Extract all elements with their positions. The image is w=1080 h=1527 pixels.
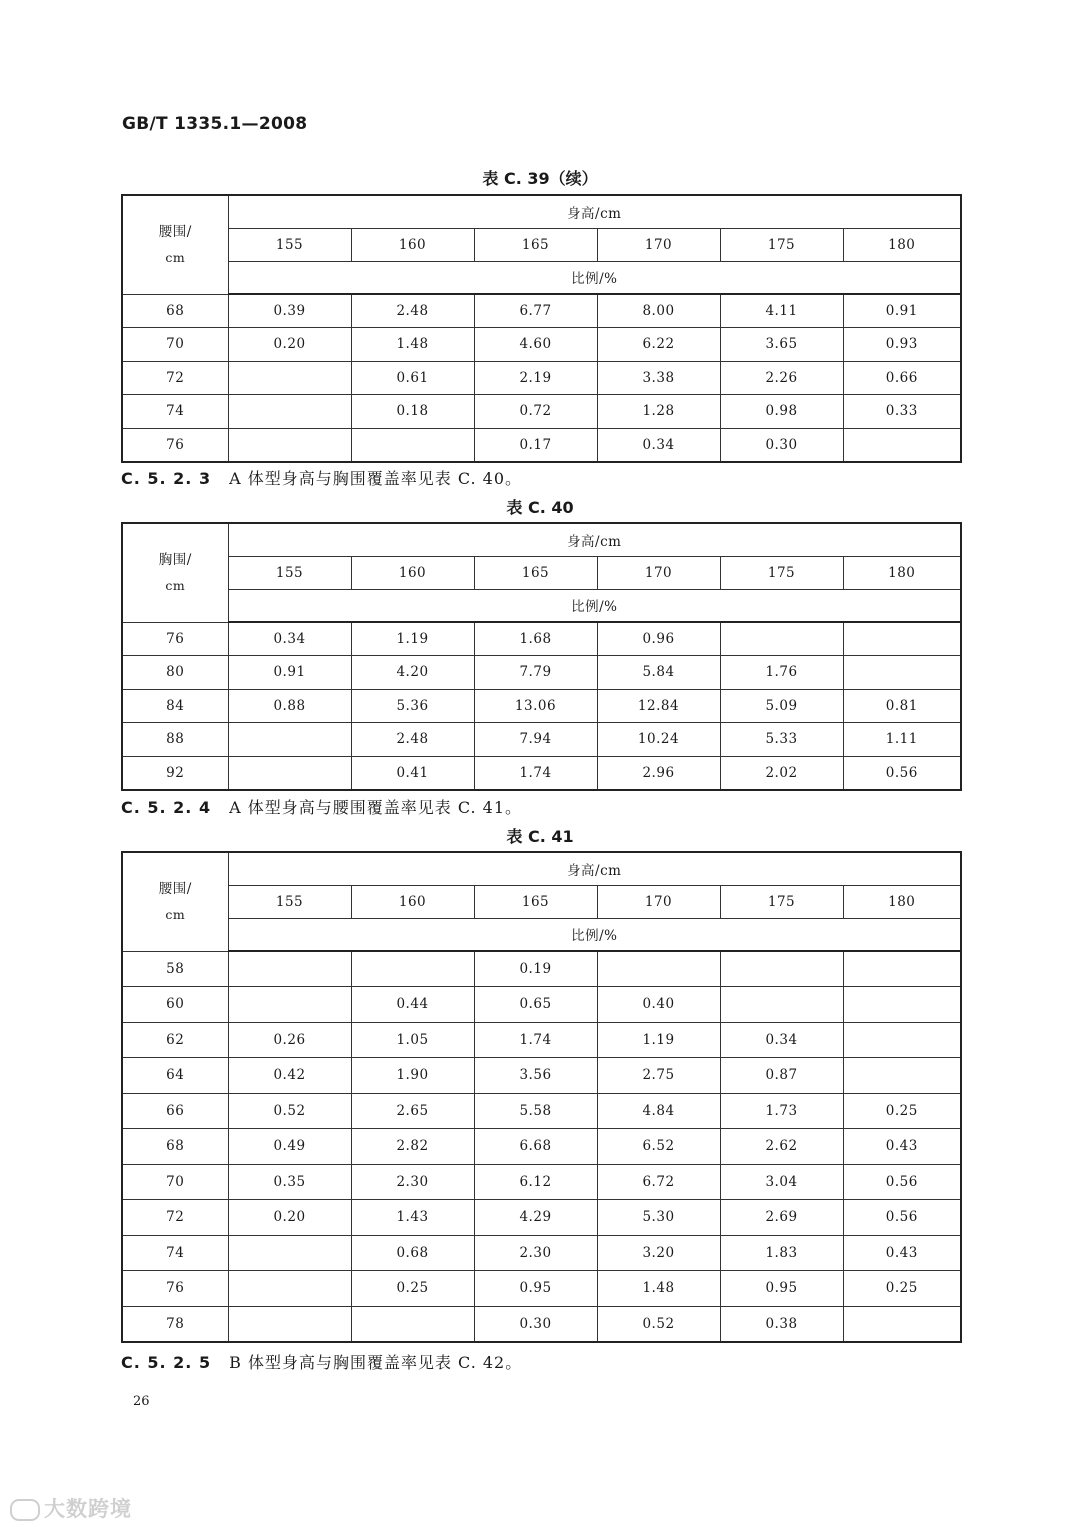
value-cell: 0.43 [843,1235,961,1271]
value-cell: 2.69 [720,1200,843,1236]
value-cell: 10.24 [597,723,720,757]
value-cell: 2.48 [351,723,474,757]
height-column-header: 175 [720,228,843,261]
value-cell [843,656,961,690]
value-cell: 3.20 [597,1235,720,1271]
value-cell: 0.43 [843,1129,961,1165]
row-label-cell: 88 [122,723,228,757]
value-cell [843,428,961,462]
value-cell: 0.25 [843,1271,961,1307]
height-column-header: 155 [228,228,351,261]
value-cell: 0.93 [843,328,961,362]
row-label-cell: 92 [122,756,228,790]
value-cell: 1.74 [474,1022,597,1058]
table-row [122,1164,961,1200]
value-cell: 0.17 [474,428,597,462]
table-row [122,1093,961,1129]
value-cell: 0.68 [351,1235,474,1271]
value-cell: 8.00 [597,294,720,328]
value-cell: 1.76 [720,656,843,690]
table-c39-caption: 表 C. 39（续） [482,169,598,188]
value-cell: 1.48 [351,328,474,362]
paragraph-c5-2-3 [121,466,522,489]
value-cell [720,951,843,987]
table-row [122,1129,961,1165]
paragraph-c5-2-5 [121,1350,522,1373]
row-label-cell: 72 [122,361,228,395]
value-cell: 2.75 [597,1058,720,1094]
value-cell: 5.58 [474,1093,597,1129]
clause-number: C. 5. 2. 5 [121,1353,212,1372]
value-cell [597,951,720,987]
standard-code: GB/T 1335.1—2008 [122,114,308,134]
value-cell: 6.52 [597,1129,720,1165]
table-row [122,328,961,362]
value-cell: 4.20 [351,656,474,690]
value-cell: 0.88 [228,689,351,723]
height-column-header: 175 [720,556,843,589]
ratio-header: 比例/% [228,918,961,951]
value-cell: 0.25 [351,1271,474,1307]
ratio-header: 比例/% [228,589,961,622]
value-cell [351,428,474,462]
value-cell: 0.34 [597,428,720,462]
value-cell: 2.62 [720,1129,843,1165]
height-header: 身高/cm [228,195,961,228]
ratio-header: 比例/% [228,261,961,294]
value-cell: 0.56 [843,756,961,790]
row-label-cell: 78 [122,1306,228,1342]
row-axis-unit: cm [165,577,186,593]
row-label-cell: 62 [122,1022,228,1058]
value-cell: 0.19 [474,951,597,987]
table-row [122,294,961,328]
table-row [122,361,961,395]
value-cell: 2.48 [351,294,474,328]
value-cell: 6.22 [597,328,720,362]
height-column-header: 165 [474,556,597,589]
value-cell: 12.84 [597,689,720,723]
value-cell: 4.11 [720,294,843,328]
row-axis-unit: cm [165,906,186,922]
value-cell: 2.02 [720,756,843,790]
table-row [122,1058,961,1094]
value-cell: 2.82 [351,1129,474,1165]
watermark-logo-icon [10,1499,40,1521]
row-label-cell: 70 [122,328,228,362]
value-cell: 0.52 [597,1306,720,1342]
table-row [122,951,961,987]
row-axis-label [122,852,228,951]
value-cell [843,951,961,987]
value-cell: 3.38 [597,361,720,395]
value-cell: 0.61 [351,361,474,395]
value-cell: 0.91 [228,656,351,690]
value-cell: 1.74 [474,756,597,790]
height-column-header: 155 [228,556,351,589]
value-cell: 0.20 [228,328,351,362]
height-column-header: 155 [228,885,351,918]
value-cell [228,428,351,462]
value-cell: 0.34 [228,622,351,656]
value-cell: 0.91 [843,294,961,328]
value-cell [720,622,843,656]
height-column-header: 175 [720,885,843,918]
clause-number: C. 5. 2. 3 [121,469,212,488]
row-axis-name: 腰围/ [158,880,192,897]
row-label-cell: 74 [122,395,228,429]
table-row [122,1306,961,1342]
table-c40 [121,522,962,791]
row-label-cell: 70 [122,1164,228,1200]
table-row [122,689,961,723]
value-cell: 0.26 [228,1022,351,1058]
value-cell: 6.77 [474,294,597,328]
value-cell: 0.95 [474,1271,597,1307]
value-cell [228,951,351,987]
value-cell [843,1306,961,1342]
value-cell: 0.30 [720,428,843,462]
value-cell: 6.72 [597,1164,720,1200]
value-cell: 3.56 [474,1058,597,1094]
value-cell: 0.35 [228,1164,351,1200]
table-row [122,622,961,656]
value-cell: 0.98 [720,395,843,429]
table-row [122,987,961,1023]
value-cell: 2.30 [474,1235,597,1271]
value-cell [228,1271,351,1307]
value-cell: 0.41 [351,756,474,790]
value-cell: 1.83 [720,1235,843,1271]
value-cell [720,987,843,1023]
value-cell: 6.68 [474,1129,597,1165]
value-cell: 2.65 [351,1093,474,1129]
row-label-cell: 58 [122,951,228,987]
value-cell: 4.84 [597,1093,720,1129]
table-c41-caption: 表 C. 41 [506,827,574,846]
value-cell: 5.30 [597,1200,720,1236]
height-column-header: 180 [843,228,961,261]
table-c41 [121,851,962,1343]
value-cell: 5.36 [351,689,474,723]
value-cell [228,1306,351,1342]
value-cell: 0.33 [843,395,961,429]
value-cell: 0.40 [597,987,720,1023]
height-header: 身高/cm [228,852,961,885]
row-label-cell: 76 [122,428,228,462]
table-row [122,1235,961,1271]
value-cell: 0.25 [843,1093,961,1129]
value-cell: 4.29 [474,1200,597,1236]
value-cell: 0.72 [474,395,597,429]
value-cell: 0.30 [474,1306,597,1342]
value-cell [843,987,961,1023]
table-c39 [121,194,962,463]
value-cell: 0.34 [720,1022,843,1058]
row-axis-name: 胸围/ [158,551,192,568]
value-cell [351,1306,474,1342]
table-row [122,395,961,429]
value-cell: 0.42 [228,1058,351,1094]
row-label-cell: 80 [122,656,228,690]
value-cell: 1.73 [720,1093,843,1129]
table-row [122,428,961,462]
value-cell [843,1022,961,1058]
value-cell: 5.84 [597,656,720,690]
value-cell: 0.66 [843,361,961,395]
height-column-header: 165 [474,885,597,918]
row-label-cell: 72 [122,1200,228,1236]
value-cell: 0.65 [474,987,597,1023]
row-label-cell: 68 [122,294,228,328]
row-axis-label [122,195,228,294]
value-cell: 7.79 [474,656,597,690]
table-row [122,656,961,690]
value-cell: 1.68 [474,622,597,656]
value-cell: 0.20 [228,1200,351,1236]
row-label-cell: 74 [122,1235,228,1271]
value-cell: 2.96 [597,756,720,790]
height-column-header: 170 [597,885,720,918]
value-cell [351,951,474,987]
watermark-text: 大数跨境 [44,1497,132,1521]
value-cell [228,395,351,429]
row-label-cell: 76 [122,622,228,656]
height-column-header: 180 [843,885,961,918]
value-cell: 0.81 [843,689,961,723]
row-label-cell: 84 [122,689,228,723]
value-cell: 5.33 [720,723,843,757]
value-cell: 0.95 [720,1271,843,1307]
value-cell: 0.39 [228,294,351,328]
value-cell: 1.28 [597,395,720,429]
height-header: 身高/cm [228,523,961,556]
clause-text: B 体型身高与胸围覆盖率见表 C. 42。 [229,1353,523,1372]
value-cell: 2.19 [474,361,597,395]
value-cell: 0.56 [843,1164,961,1200]
height-column-header: 160 [351,228,474,261]
value-cell: 0.96 [597,622,720,656]
clause-text: A 体型身高与胸围覆盖率见表 C. 40。 [229,469,523,488]
row-label-cell: 66 [122,1093,228,1129]
value-cell: 2.26 [720,361,843,395]
height-column-header: 170 [597,556,720,589]
table-row [122,1200,961,1236]
table-row [122,1022,961,1058]
value-cell: 13.06 [474,689,597,723]
clause-number: C. 5. 2. 4 [121,798,212,817]
value-cell [228,987,351,1023]
value-cell [843,1058,961,1094]
value-cell [228,756,351,790]
value-cell: 0.56 [843,1200,961,1236]
value-cell: 0.18 [351,395,474,429]
paragraph-c5-2-4 [121,795,522,818]
value-cell: 0.44 [351,987,474,1023]
height-column-header: 170 [597,228,720,261]
table-row [122,1271,961,1307]
value-cell: 1.90 [351,1058,474,1094]
value-cell [228,1235,351,1271]
table-c40-caption: 表 C. 40 [506,498,574,517]
value-cell: 1.19 [597,1022,720,1058]
height-column-header: 160 [351,556,474,589]
row-axis-label [122,523,228,622]
row-label-cell: 60 [122,987,228,1023]
height-column-header: 165 [474,228,597,261]
row-label-cell: 68 [122,1129,228,1165]
height-column-header: 180 [843,556,961,589]
value-cell [228,723,351,757]
value-cell: 0.52 [228,1093,351,1129]
height-column-header: 160 [351,885,474,918]
table-row [122,723,961,757]
row-axis-unit: cm [165,249,186,265]
value-cell: 4.60 [474,328,597,362]
clause-text: A 体型身高与腰围覆盖率见表 C. 41。 [229,798,523,817]
value-cell: 6.12 [474,1164,597,1200]
row-axis-name: 腰围/ [158,223,192,240]
value-cell: 0.87 [720,1058,843,1094]
value-cell: 2.30 [351,1164,474,1200]
value-cell: 0.38 [720,1306,843,1342]
value-cell: 3.65 [720,328,843,362]
value-cell: 1.11 [843,723,961,757]
watermark [10,1493,132,1523]
value-cell [843,622,961,656]
row-label-cell: 64 [122,1058,228,1094]
value-cell: 1.19 [351,622,474,656]
value-cell: 0.49 [228,1129,351,1165]
value-cell: 5.09 [720,689,843,723]
table-row [122,756,961,790]
page-number: 26 [133,1394,150,1409]
value-cell: 7.94 [474,723,597,757]
value-cell: 1.48 [597,1271,720,1307]
value-cell: 1.43 [351,1200,474,1236]
value-cell [228,361,351,395]
value-cell: 1.05 [351,1022,474,1058]
row-label-cell: 76 [122,1271,228,1307]
value-cell: 3.04 [720,1164,843,1200]
